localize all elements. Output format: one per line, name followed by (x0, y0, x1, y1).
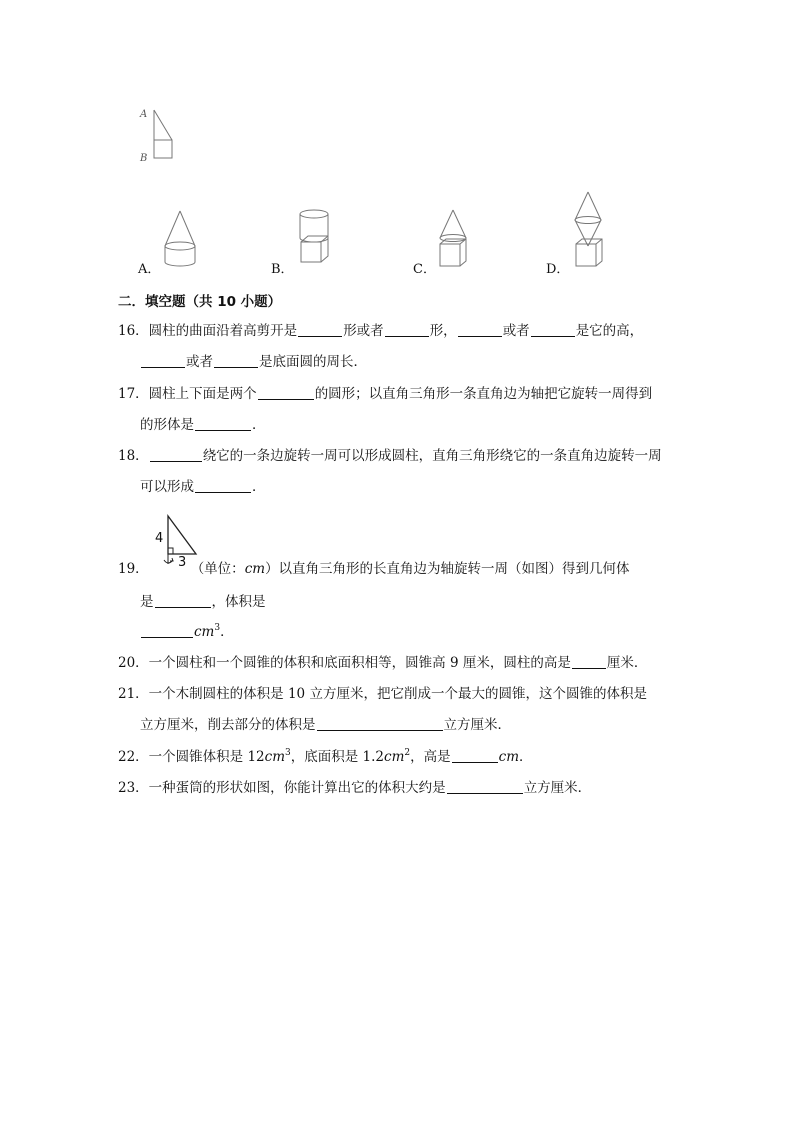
q18-line1: 18． 绕它的一条边旋转一周可以形成圆柱，直角三角形绕它的一条直角边旋转一周 (118, 448, 662, 464)
q21-line1: 21．一个木制圆柱的体积是 10 立方厘米，把它削成一个最大的圆锥，这个圆锥的体积是 (118, 686, 647, 702)
option-b-cylinder-on-cube (294, 206, 336, 268)
q16-blank-1[interactable] (298, 322, 342, 337)
q16-blank-2[interactable] (385, 322, 429, 337)
q17-line2: 的形体是 ． (140, 417, 266, 433)
q16-line2: 或者 是底面圆的周长． (140, 353, 367, 371)
triangle-square-figure (138, 104, 188, 166)
option-a-cone-on-cylinder (160, 208, 200, 270)
q16-blank-3[interactable] (458, 322, 502, 337)
q22-blank-1[interactable] (452, 748, 498, 763)
q16-line1: 16．圆柱的曲面沿着高剪开是 形或者 形， 或者 是它的高， (118, 323, 644, 339)
q20-blank-1[interactable] (572, 654, 606, 669)
option-c-cone-on-cube (436, 208, 472, 270)
q19-line1: 19． （单位：cm）以直角三角形的长直角边为轴旋转一周（如图）得到几何体 (118, 561, 630, 577)
option-c-label: C． (413, 262, 436, 277)
q21-line2: 立方厘米，削去部分的体积是 立方厘米． (140, 717, 511, 733)
q18-blank-2[interactable] (195, 478, 251, 493)
q23-line1: 23．一种蛋筒的形状如图，你能计算出它的体积大约是 立方厘米． (118, 780, 592, 796)
option-d-double-cone-on-cube (570, 190, 610, 270)
q18-line2: 可以形成 ． (140, 479, 266, 495)
label-a: A (140, 109, 148, 120)
q19-line2: 是 ，体积是 (140, 594, 266, 610)
q19-blank-2[interactable] (141, 623, 193, 638)
q22-line1: 22．一个圆锥体积是 $12cm^3$，底面积是 $1.2cm^2$，高是 cm． (118, 748, 533, 765)
q16-blank-4[interactable] (531, 322, 575, 337)
section-title: 二．填空题（共 10 小题） (118, 294, 282, 310)
q17-blank-1[interactable] (258, 385, 314, 400)
q20-line1: 20．一个圆柱和一个圆锥的体积和底面积相等，圆锥高 9 厘米，圆柱的高是 厘米． (118, 655, 648, 671)
q18-blank-1[interactable] (150, 447, 202, 462)
q17-blank-2[interactable] (195, 416, 251, 431)
q16-blank-6[interactable] (214, 353, 258, 368)
q23-blank-1[interactable] (447, 779, 523, 794)
q21-blank-1[interactable] (317, 716, 443, 731)
option-a-label: A． (138, 262, 161, 277)
q19-label-3: 3 (178, 555, 187, 570)
option-b-label: B． (271, 262, 294, 277)
label-b: B (140, 153, 148, 164)
q16-blank-5[interactable] (141, 353, 185, 368)
q19-label-4: 4 (155, 531, 164, 546)
q19-blank-1[interactable] (155, 593, 211, 608)
option-d-label: D． (546, 262, 570, 277)
q17-line1: 17．圆柱上下面是两个 的圆形；以直角三角形一条直角边为轴把它旋转一周得到 (118, 386, 653, 402)
q19-line3: $cm^3$． (140, 623, 234, 641)
